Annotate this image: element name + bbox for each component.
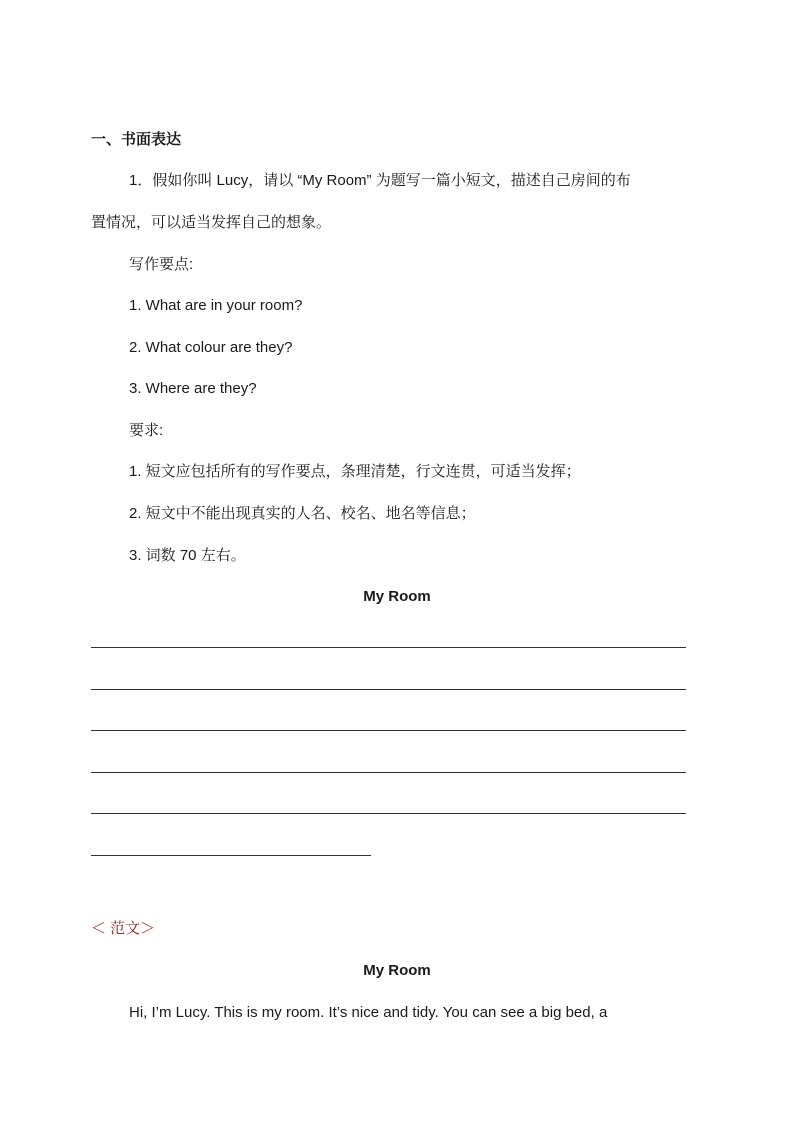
requirement-3: 3. 词数 70 左右。 <box>129 547 246 564</box>
question-text-line-2: 置情况，可以适当发挥自己的想象。 <box>91 214 332 231</box>
writing-point-3: 3. Where are they? <box>129 380 257 397</box>
answer-line-2[interactable] <box>91 689 686 690</box>
question-text-line-1: 1．假如你叫 Lucy，请以 “My Room” 为题写一篇小短文，描述自己房间的布 <box>129 172 631 189</box>
writing-point-2: 2. What colour are they? <box>129 339 293 356</box>
sample-label: ＜ 范文＞ <box>91 920 156 937</box>
sample-text-line-1: Hi, I’m Lucy. This is my room. It’s nice and tidy. You can see a big bed, a <box>129 1004 608 1021</box>
answer-line-3[interactable] <box>91 730 686 731</box>
requirements-label: 要求: <box>129 422 164 439</box>
answer-title: My Room <box>363 588 431 605</box>
writing-points-label: 写作要点: <box>129 256 194 273</box>
writing-point-1: 1. What are in your room? <box>129 297 303 314</box>
answer-line-4[interactable] <box>91 772 686 773</box>
answer-line-6[interactable] <box>91 855 371 856</box>
requirement-1: 1. 短文应包括所有的写作要点，条理清楚，行文连贯，可适当发挥； <box>129 463 581 480</box>
sample-title: My Room <box>363 962 431 979</box>
section-heading: 一、书面表达 <box>91 131 182 148</box>
answer-line-5[interactable] <box>91 813 686 814</box>
answer-line-1[interactable] <box>91 647 686 648</box>
requirement-2: 2. 短文中不能出现真实的人名、校名、地名等信息； <box>129 505 476 522</box>
